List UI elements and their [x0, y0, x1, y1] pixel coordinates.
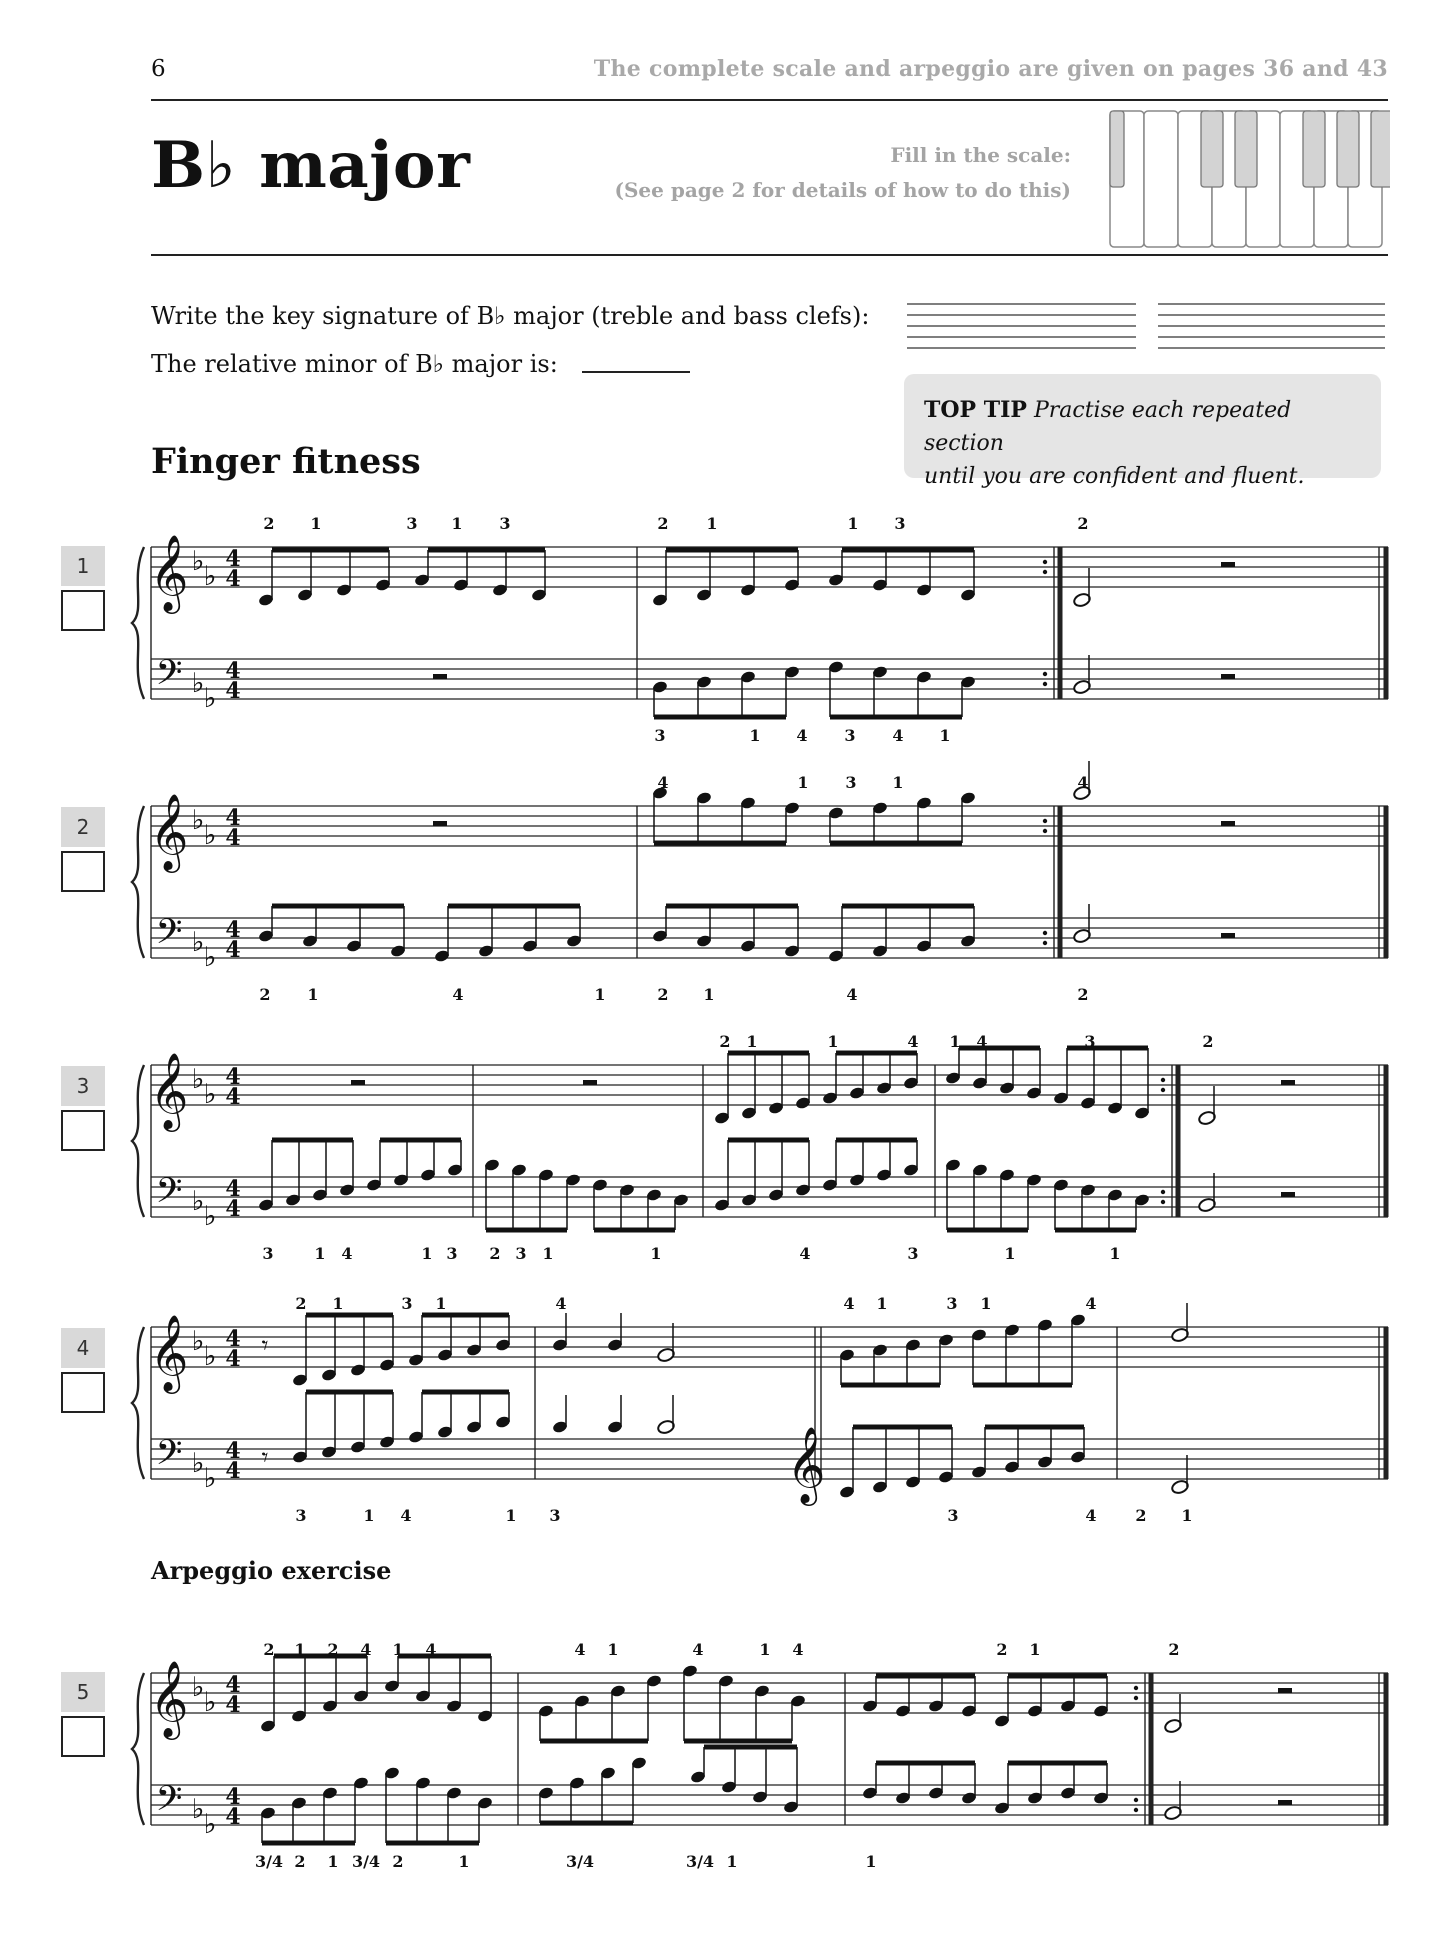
- fingering-number: 4: [574, 1640, 586, 1659]
- bass-staff: [151, 1439, 1388, 1479]
- fingering-number: 2: [295, 1294, 307, 1313]
- eighth-note-group: [258, 1140, 464, 1212]
- bass-clef: 𝄢: [155, 1778, 183, 1827]
- eighth-note-group: [839, 1427, 1087, 1499]
- bass-clef: 𝄢: [155, 1432, 183, 1481]
- time-signature-numerator: 4: [225, 1326, 241, 1352]
- eighth-rest: 𝄾: [261, 1331, 269, 1361]
- fingering-number: 1: [542, 1244, 554, 1263]
- fingering-number: 3: [845, 773, 857, 792]
- exercise-5-number: 5: [61, 1672, 105, 1712]
- fingering-number: 2: [1077, 985, 1089, 1004]
- eighth-note-group: [945, 1048, 1151, 1120]
- treble-clef: 𝄞: [149, 1660, 189, 1737]
- fingering-number: 4: [843, 1294, 855, 1313]
- repeat-dot: [1134, 1686, 1138, 1690]
- fingering-number: 1: [594, 985, 606, 1004]
- fingering-number: 1: [458, 1852, 470, 1871]
- key-signature-flat: ♭: [191, 1186, 205, 1217]
- fingering-number: 3: [894, 514, 906, 533]
- time-signature-denominator: 4: [225, 825, 241, 851]
- exercise-2-number: 2: [61, 807, 105, 847]
- fingering-number: 3: [946, 1294, 958, 1313]
- fingering-number: 3: [446, 1244, 458, 1263]
- fingering-number: 1: [892, 773, 904, 792]
- fingering-number: 1: [827, 1032, 839, 1051]
- fingering-number: 2: [1077, 514, 1089, 533]
- page-title: B♭ major: [151, 128, 471, 203]
- time-signature-denominator: 4: [225, 1196, 241, 1222]
- treble-staff: [151, 547, 1388, 587]
- fingering-number: 2: [657, 514, 669, 533]
- fingering-number: 1: [949, 1032, 961, 1051]
- fingering-number: 1: [327, 1852, 339, 1871]
- fingering-number: 3: [406, 514, 418, 533]
- eighth-note-group: [292, 1392, 512, 1464]
- section-heading-finger-fitness: Finger fitness: [151, 441, 421, 482]
- bass-staff: [151, 918, 1388, 958]
- key-signature-flat: ♭: [191, 546, 205, 577]
- eighth-note-group: [690, 1747, 800, 1814]
- time-signature-numerator: 4: [225, 1438, 241, 1464]
- repeat-dot: [1134, 1798, 1138, 1802]
- time-signature-denominator: 4: [225, 566, 241, 592]
- fingering-number: 1: [749, 726, 761, 745]
- repeat-dot: [1043, 672, 1047, 676]
- key-signature-flat: ♭: [191, 1326, 205, 1357]
- eighth-note-group: [258, 906, 583, 963]
- fingering-number: 1: [797, 773, 809, 792]
- repeat-dot: [1043, 682, 1047, 686]
- fingering-number: 3/4: [685, 1852, 715, 1871]
- fingering-number: 1: [759, 1640, 771, 1659]
- fingering-number: 1: [314, 1244, 326, 1263]
- fingering-number: 3: [401, 1294, 413, 1313]
- bass-staff: [151, 659, 1388, 699]
- fingering-number: 1: [307, 985, 319, 1004]
- whole-rest: [1278, 1800, 1292, 1805]
- fingering-number: 2: [489, 1244, 501, 1263]
- key-signature-flat: ♭: [203, 1463, 217, 1494]
- treble-staff: [151, 806, 1388, 846]
- fingering-number: 1: [392, 1640, 404, 1659]
- fingering-number: 4: [1085, 1506, 1097, 1525]
- fingering-number: 2: [263, 514, 275, 533]
- time-signature-denominator: 4: [225, 678, 241, 704]
- exercise-1-number: 1: [61, 546, 105, 586]
- repeat-dot: [1043, 941, 1047, 945]
- fingering-number: 1: [421, 1244, 433, 1263]
- treble-clef: 𝄞: [149, 1314, 189, 1391]
- eighth-note-group: [714, 1140, 920, 1212]
- repeat-dot: [1043, 829, 1047, 833]
- whole-rest: [1221, 821, 1235, 826]
- time-signature-denominator: 4: [225, 1692, 241, 1718]
- time-signature-numerator: 4: [225, 1176, 241, 1202]
- fingering-number: 2: [1202, 1032, 1214, 1051]
- treble-clef: 𝄞: [149, 534, 189, 611]
- treble-staff: [151, 1065, 1388, 1105]
- fingering-number: 2: [392, 1852, 404, 1871]
- eighth-note-group: [839, 1313, 1087, 1385]
- exercise-3-number: 3: [61, 1066, 105, 1106]
- fingering-number: 1: [607, 1640, 619, 1659]
- fingering-number: 4: [846, 985, 858, 1004]
- time-signature-denominator: 4: [225, 1458, 241, 1484]
- fingering-number: 3: [515, 1244, 527, 1263]
- fingering-number: 3: [844, 726, 856, 745]
- repeat-dot: [1043, 931, 1047, 935]
- fingering-number: 4: [799, 1244, 811, 1263]
- repeat-dot: [1043, 570, 1047, 574]
- fingering-number: 2: [294, 1852, 306, 1871]
- whole-rest: [351, 1080, 365, 1085]
- brace: [132, 1065, 144, 1217]
- fingering-number: 4: [425, 1640, 437, 1659]
- time-signature-numerator: 4: [225, 546, 241, 572]
- fingering-number: 1: [706, 514, 718, 533]
- fingering-number: 3: [947, 1506, 959, 1525]
- fingering-number: 1: [1181, 1506, 1193, 1525]
- whole-rest: [1281, 1192, 1295, 1197]
- fingering-number: 3: [295, 1506, 307, 1525]
- repeat-dot: [1161, 1088, 1165, 1092]
- top-tip-text-1: Practise each repeated section: [924, 398, 1292, 456]
- fill-in-instruction: Fill in the scale:: [890, 143, 1071, 167]
- key-signature-flat: ♭: [191, 1064, 205, 1095]
- whole-rest: [1221, 674, 1235, 679]
- key-signature-flat: ♭: [191, 927, 205, 958]
- fingering-number: 1: [876, 1294, 888, 1313]
- bass-clef: 𝄢: [155, 1170, 183, 1219]
- key-signature-flat: ♭: [203, 1201, 217, 1232]
- eighth-note-group: [862, 1676, 1110, 1728]
- time-signature-numerator: 4: [225, 1672, 241, 1698]
- fingering-number: 1: [746, 1032, 758, 1051]
- fingering-number: 1: [847, 514, 859, 533]
- eighth-rest: 𝄾: [261, 1443, 269, 1473]
- fill-in-details: (See page 2 for details of how to do this): [614, 178, 1071, 202]
- treble-clef: 𝄞: [149, 1052, 189, 1129]
- time-signature-denominator: 4: [225, 1804, 241, 1830]
- fingering-number: 2: [259, 985, 271, 1004]
- key-signature-flat: ♭: [203, 942, 217, 973]
- exercise-4-number: 4: [61, 1328, 105, 1368]
- whole-rest: [583, 1080, 597, 1085]
- fingering-number: 4: [976, 1032, 988, 1051]
- eighth-note-group: [484, 1158, 690, 1230]
- key-signature-flat: ♭: [191, 1794, 205, 1825]
- key-signature-flat: ♭: [203, 1809, 217, 1840]
- bass-clef: 𝄢: [155, 911, 183, 960]
- eighth-note-group: [714, 1053, 920, 1125]
- fingering-number: 1: [505, 1506, 517, 1525]
- repeat-dot: [1043, 560, 1047, 564]
- key-signature-flat: ♭: [191, 668, 205, 699]
- fingering-number: 1: [980, 1294, 992, 1313]
- fingering-number: 3/4: [351, 1852, 381, 1871]
- time-signature-numerator: 4: [225, 917, 241, 943]
- time-signature-numerator: 4: [225, 1064, 241, 1090]
- fingering-number: 2: [996, 1640, 1008, 1659]
- fingering-number: 4: [341, 1244, 353, 1263]
- fingering-number: 1: [650, 1244, 662, 1263]
- key-signature-flat: ♭: [203, 1341, 217, 1372]
- fingering-number: 4: [892, 726, 904, 745]
- time-signature-numerator: 4: [225, 805, 241, 831]
- fingering-number: 4: [907, 1032, 919, 1051]
- key-signature-flat: ♭: [203, 1079, 217, 1110]
- key-signature-flat: ♭: [203, 683, 217, 714]
- bass-clef: 𝄢: [155, 652, 183, 701]
- page-number: 6: [151, 56, 166, 82]
- fingering-number: 1: [703, 985, 715, 1004]
- key-signature-flat: ♭: [203, 820, 217, 851]
- brace: [132, 1327, 144, 1479]
- fingering-number: 1: [310, 514, 322, 533]
- fingering-number: 1: [332, 1294, 344, 1313]
- whole-rest: [433, 821, 447, 826]
- fingering-number: 3: [907, 1244, 919, 1263]
- brace: [132, 1673, 144, 1825]
- top-tip-text-2: until you are confident and fluent.: [924, 464, 1305, 489]
- fingering-number: 4: [555, 1294, 567, 1313]
- fingering-number: 2: [1168, 1640, 1180, 1659]
- key-signature-flat: ♭: [191, 1448, 205, 1479]
- fingering-number: 2: [1135, 1506, 1147, 1525]
- key-signature-flat: ♭: [191, 805, 205, 836]
- fingering-number: 3: [1084, 1032, 1096, 1051]
- whole-rest: [1278, 1688, 1292, 1693]
- top-tip-label: TOP TIP: [924, 397, 1027, 423]
- header-note: The complete scale and arpeggio are given on pages 36 and 43: [593, 56, 1388, 82]
- repeat-dot: [1043, 819, 1047, 823]
- fingering-number: 1: [1004, 1244, 1016, 1263]
- fingering-number: 4: [452, 985, 464, 1004]
- fingering-number: 2: [657, 985, 669, 1004]
- fingering-number: 4: [1077, 773, 1089, 792]
- fingering-number: 4: [1085, 1294, 1097, 1313]
- whole-rest: [433, 674, 447, 679]
- eighth-note-group: [292, 1315, 512, 1387]
- fingering-number: 1: [1109, 1244, 1121, 1263]
- brace: [132, 547, 144, 699]
- key-signature-flat: ♭: [203, 561, 217, 592]
- eighth-note-group: [538, 1756, 648, 1823]
- fingering-number: 1: [865, 1852, 877, 1871]
- fingering-number: 1: [939, 726, 951, 745]
- repeat-dot: [1161, 1078, 1165, 1082]
- fingering-number: 4: [400, 1506, 412, 1525]
- fingering-number: 3/4: [565, 1852, 595, 1871]
- fingering-number: 3: [549, 1506, 561, 1525]
- fingering-number: 2: [719, 1032, 731, 1051]
- treble-clef: 𝄞: [786, 1426, 826, 1503]
- fingering-number: 2: [263, 1640, 275, 1659]
- fingering-number: 3: [654, 726, 666, 745]
- relative-minor-question: The relative minor of B♭ major is:: [151, 350, 558, 378]
- whole-rest: [1281, 1080, 1295, 1085]
- fingering-number: 4: [792, 1640, 804, 1659]
- eighth-note-group: [260, 1656, 494, 1733]
- whole-rest: [1221, 933, 1235, 938]
- eighth-note-group: [258, 550, 548, 607]
- repeat-dot: [1161, 1200, 1165, 1204]
- eighth-note-group: [652, 550, 977, 607]
- fingering-number: 4: [360, 1640, 372, 1659]
- fingering-number: 1: [726, 1852, 738, 1871]
- repeat-dot: [1134, 1696, 1138, 1700]
- fingering-number: 3/4: [254, 1852, 284, 1871]
- key-signature-question: Write the key signature of B♭ major (treble and bass clefs):: [151, 302, 870, 330]
- brace: [132, 806, 144, 958]
- treble-clef: 𝄞: [149, 793, 189, 870]
- time-signature-denominator: 4: [225, 1346, 241, 1372]
- key-signature-flat: ♭: [203, 1687, 217, 1718]
- fingering-number: 4: [657, 773, 669, 792]
- key-signature-flat: ♭: [191, 1672, 205, 1703]
- time-signature-numerator: 4: [225, 1784, 241, 1810]
- repeat-dot: [1134, 1808, 1138, 1812]
- whole-rest: [1221, 562, 1235, 567]
- fingering-number: 3: [499, 514, 511, 533]
- section-heading-arpeggio-exercise: Arpeggio exercise: [151, 1556, 392, 1585]
- fingering-number: 1: [451, 514, 463, 533]
- eighth-note-group: [652, 786, 977, 843]
- time-signature-numerator: 4: [225, 658, 241, 684]
- eighth-note-group: [862, 1763, 1110, 1815]
- eighth-note-group: [652, 906, 977, 963]
- eighth-note-group: [945, 1158, 1151, 1230]
- fingering-number: 4: [692, 1640, 704, 1659]
- fingering-number: 2: [327, 1640, 339, 1659]
- fingering-number: 1: [363, 1506, 375, 1525]
- fingering-number: 1: [294, 1640, 306, 1659]
- fingering-number: 1: [435, 1294, 447, 1313]
- repeat-dot: [1161, 1190, 1165, 1194]
- time-signature-denominator: 4: [225, 1084, 241, 1110]
- treble-staff: [151, 1327, 1388, 1367]
- time-signature-denominator: 4: [225, 937, 241, 963]
- fingering-number: 1: [1029, 1640, 1041, 1659]
- fingering-number: 4: [796, 726, 808, 745]
- fingering-number: 3: [262, 1244, 274, 1263]
